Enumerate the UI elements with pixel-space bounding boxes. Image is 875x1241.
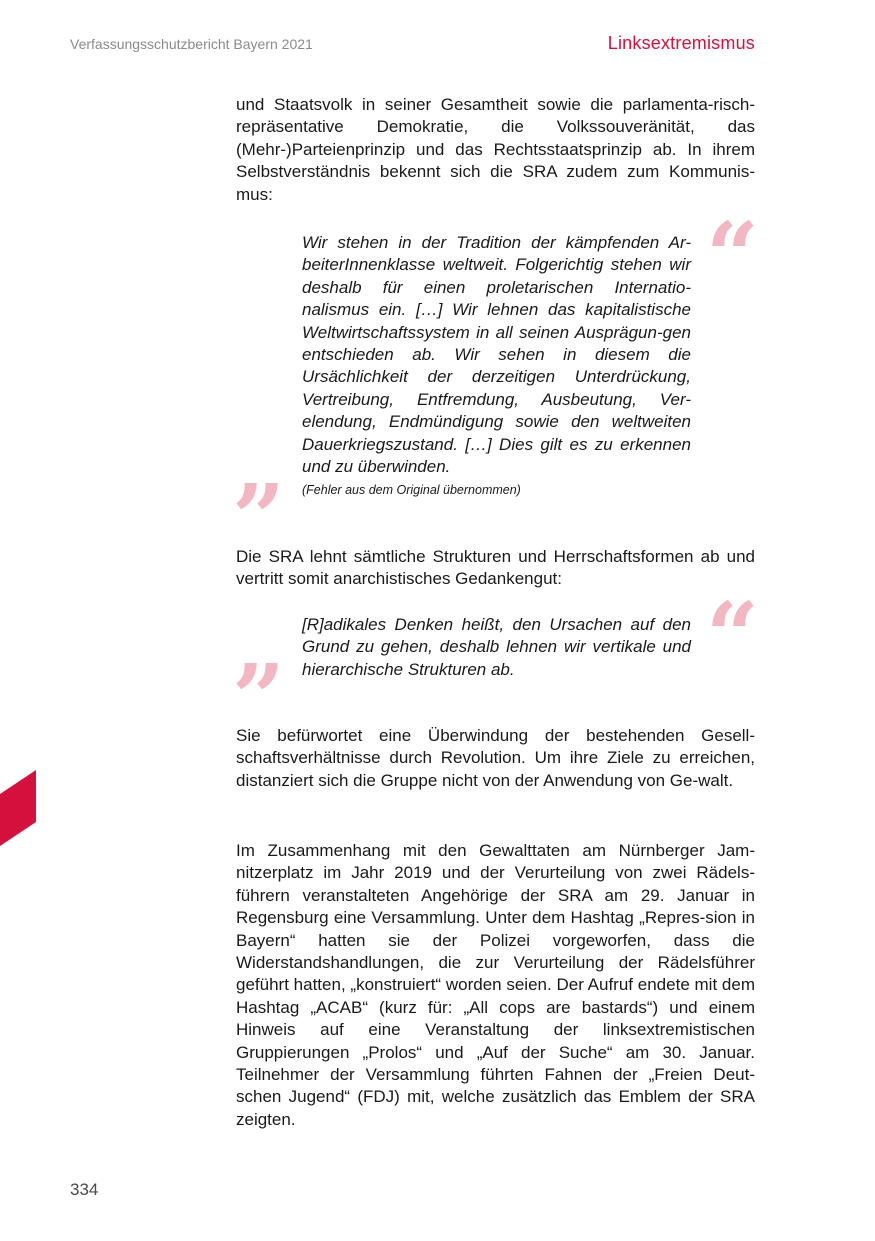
page-number: 334	[70, 1180, 99, 1199]
header-section-title: Linksextremismus	[607, 33, 755, 53]
quote-open-mark: “	[706, 202, 759, 310]
blockquote-sra-structures: [R]adikales Denken heißt, den Ursachen auf den Grund zu gehen, deshalb lehnen wir vertikale und hierarchische Strukturen ab.	[302, 615, 691, 679]
blockquote-sra-communism: Wir stehen in der Tradition der kämpfenden Ar-beiterInnenklasse weltweit. Folgerichtig stehen wir deshalb für einen proletarischen Internatio-nalismus ein. […] Wir lehnen das kapitalistische Weltwirtschaftssystem in all seinen Ausprägun-gen entschieden ab. Wir sehen in diesem die Ursächlichkeit der derzeitigen Unterdrückung, Vertreibung, Entfremdung, Ausbeutung, Ver-elendung, Endmündigung sowie den weltweiten Dauerkriegszustand. […] Dies gilt es zu erkennen und zu überwinden.	[302, 233, 691, 477]
quote-open-mark-2: “	[706, 582, 759, 690]
quote-close-mark: ”	[232, 464, 285, 572]
quote-close-mark-2: ”	[232, 644, 285, 752]
paragraph-anarchism: Die SRA lehnt sämtliche Strukturen und Herrschaftsformen ab und vertritt somit anarchistisches Gedankengut:	[236, 547, 755, 589]
paragraph-revolution: Sie befürwortet eine Überwindung der bestehenden Gesell-schaftsverhältnisse durch Revolution. Um ihre Ziele zu erreichen, distanziert sich die Gruppe nicht von der Anwendung von Ge-walt.	[236, 726, 755, 790]
paragraph-intro: und Staatsvolk in seiner Gesamtheit sowie die parlamenta-risch-repräsentative Demokratie, die Volkssouveränität, das (Mehr-)Parteienprinzip und das Rechtsstaatsprinzip ab. In ihrem Selbstverständnis bekennt sich die SRA zudem zum Kommunis-mus:	[236, 95, 755, 204]
paragraph-events: Im Zusammenhang mit den Gewalttaten am Nürnberger Jam-nitzerplatz im Jahr 2019 und der Verurteilung von zwei Rädels-führern veranstalteten Angehörige der SRA am 29. Januar in Regensburg eine Versammlung. Unter dem Hashtag „Repres-sion in Bayern“ hatten sie der Polizei vorgeworfen, dass die Widerstandshandlungen, die zur Verurteilung der Rädelsführer geführt hatten, „konstruiert“ worden seien. Der Aufruf endete mit dem Hashtag „ACAB“ (kurz für: „All cops are bastards“) und einem Hinweis auf eine Veranstaltung der linksextremistischen Gruppierungen „Prolos“ und „Auf der Suche“ am 30. Januar. Teilnehmer der Versammlung führten Fahnen der „Freien Deut-schen Jugend“ (FDJ) mit, welche zusätzlich das Emblem der SRA zeigten.	[236, 841, 755, 1129]
header-publication-title: Verfassungsschutzbericht Bayern 2021	[70, 36, 313, 52]
quote-note: (Fehler aus dem Original übernommen)	[302, 483, 521, 497]
chapter-tab-marker	[0, 770, 36, 846]
chapter-tab-shape	[0, 770, 36, 846]
